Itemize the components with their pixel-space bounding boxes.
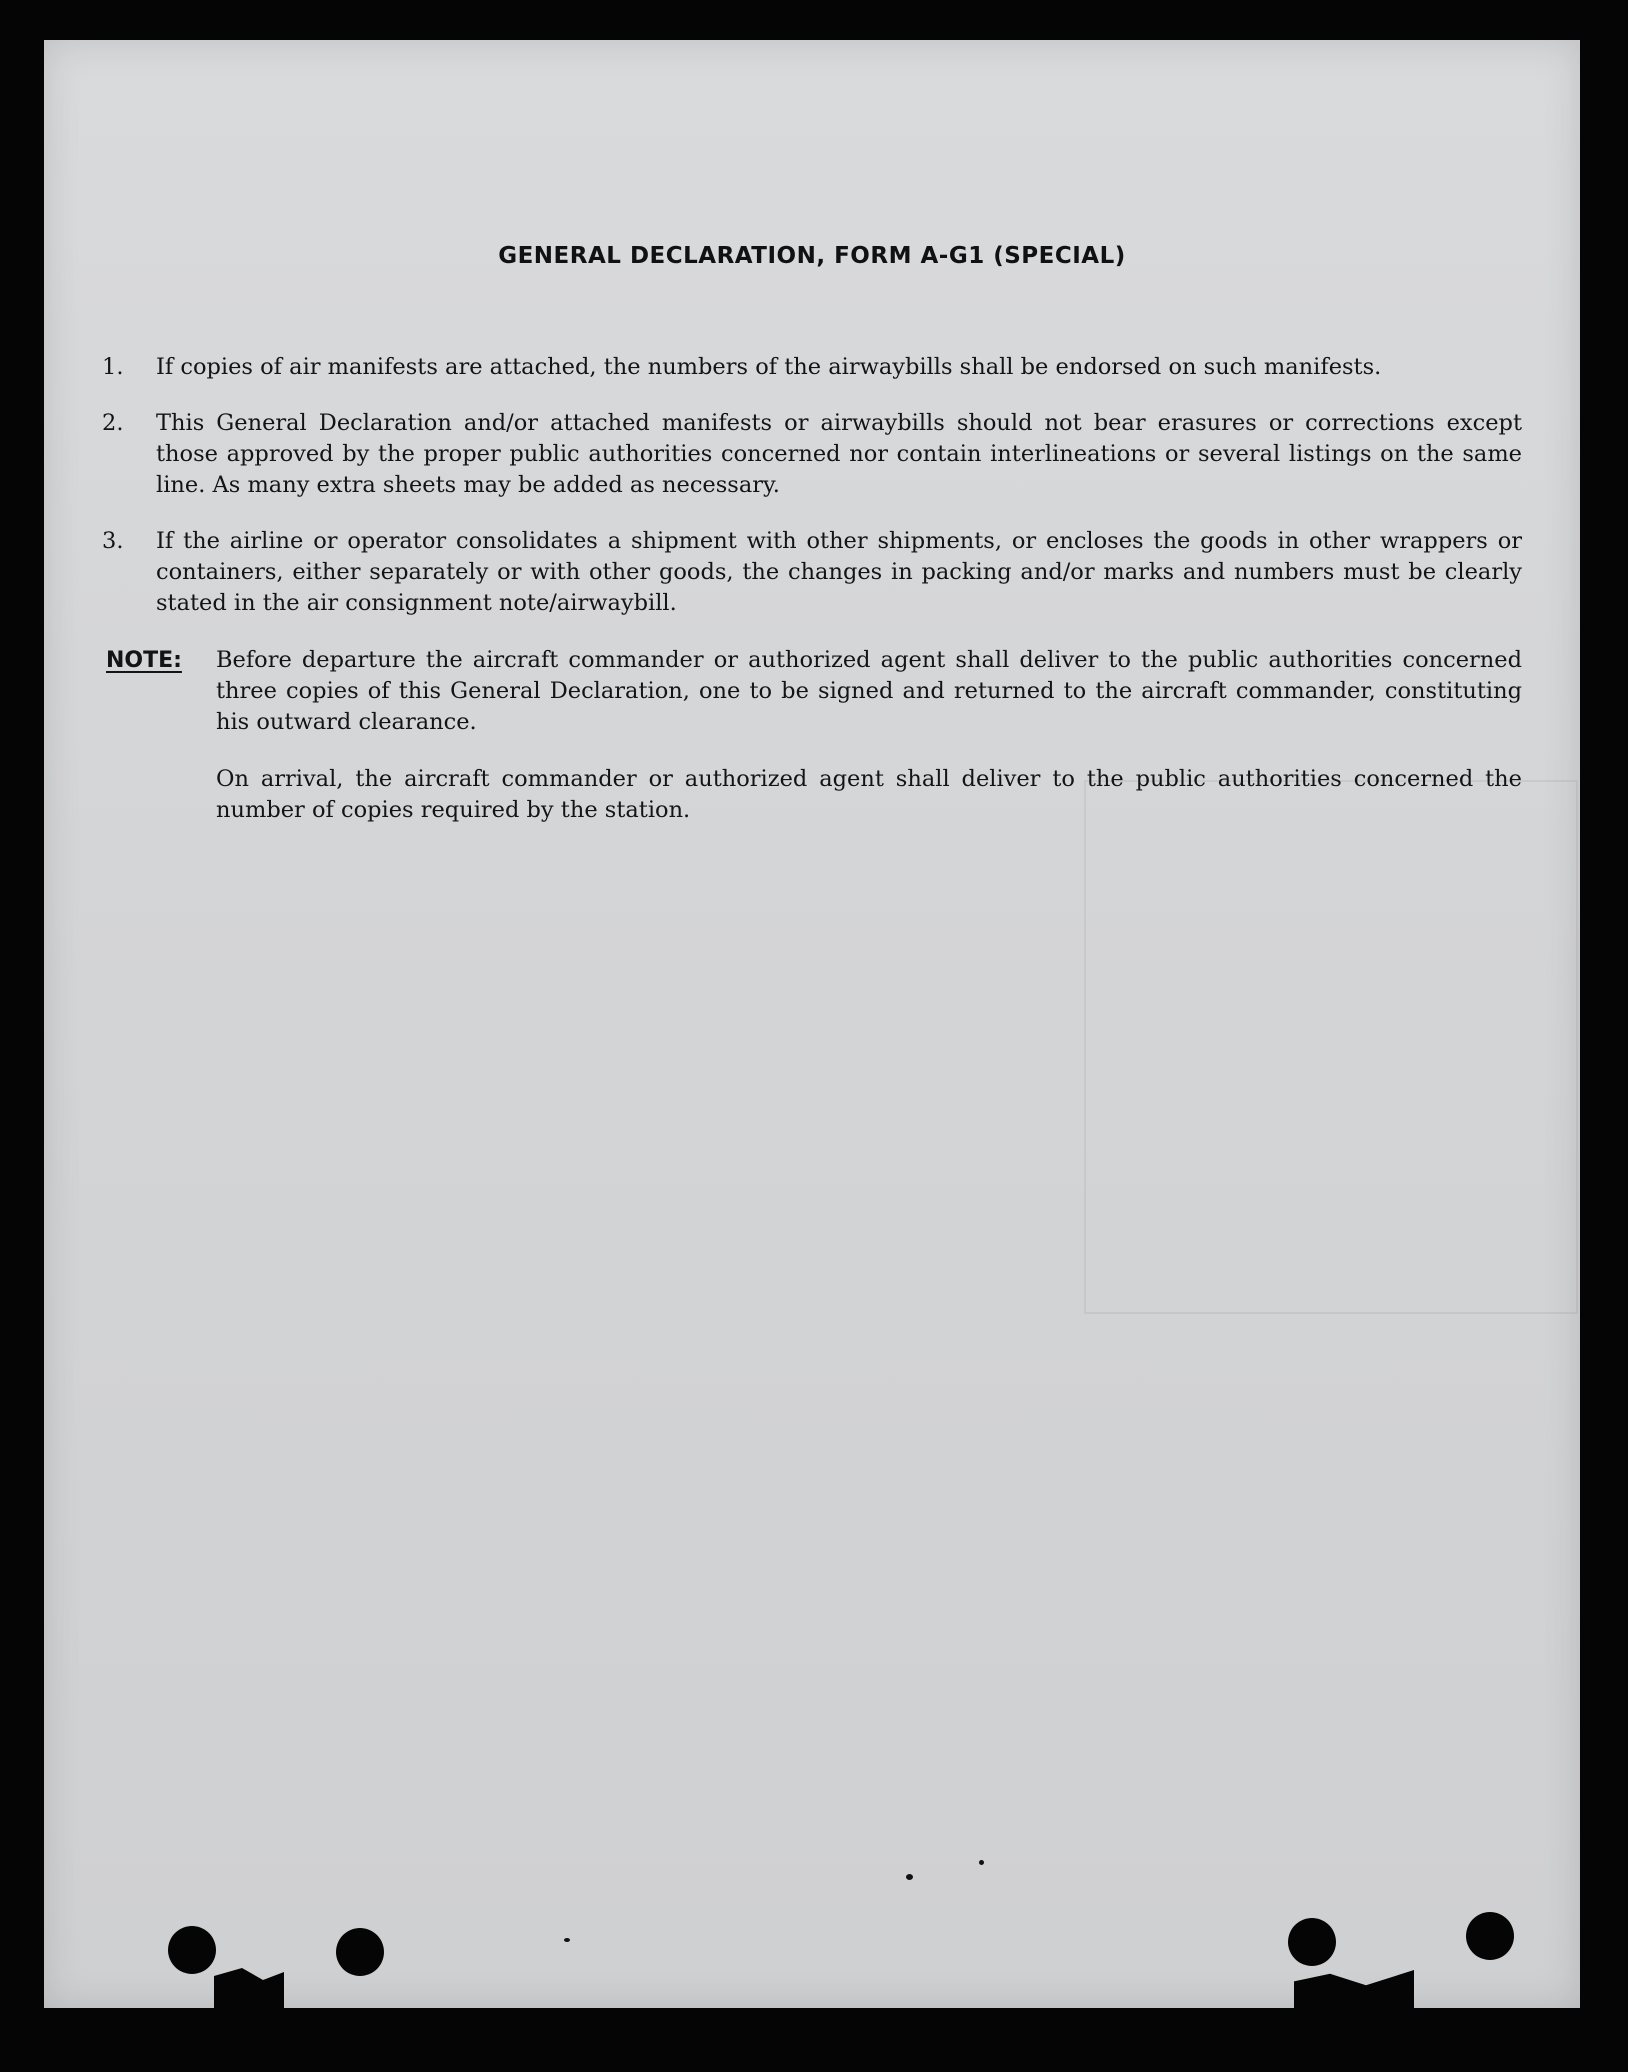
note-label: NOTE: [106,648,182,673]
punch-hole-left-2 [336,1928,384,1976]
date-stamp [603,1892,624,1928]
note-block [106,645,1522,738]
punch-hole-right-2 [1466,1912,1514,1960]
instruction-number: 2. [102,410,124,436]
instruction-text: If copies of air manifests are attached, the numbers of the airwaybills shall be endorsed on such manifests. [156,354,1382,380]
instruction-number: 1. [102,354,124,380]
instruction-text: This General Declaration and/or attached manifests or airwaybills should not bear erasures or corrections except those approved by the proper public authorities concerned nor contain interlineations or several listings on the same line. As many extra sheets may be added as necessary. [156,410,1522,498]
document-sheet [44,40,1580,2008]
speck [564,1938,570,1942]
document-title: GENERAL DECLARATION, FORM A-G1 (SPECIAL) [498,243,1126,269]
punch-hole-right-1 [1288,1918,1336,1966]
arrival-paragraph: On arrival, the aircraft commander or authorized agent shall deliver to the public authorities concerned the number of copies required by the station. [216,766,1522,823]
reverse-side-bleed-header [404,150,415,190]
instruction-item-1 [102,352,1522,383]
torn-edge-left [214,1968,284,2008]
torn-edge-right [1294,1970,1414,2008]
speck [906,1874,913,1880]
instruction-number: 3. [102,528,124,554]
reverse-side-bleed-box [1084,780,1578,1314]
instruction-item-2 [102,408,1522,501]
note-text: Before departure the aircraft commander or authorized agent shall deliver to the public authorities concerned three copies of this General Declaration, one to be signed and returned to the aircraft commander, constituting his outward clearance. [216,647,1522,735]
speck [979,1860,984,1865]
instruction-text: If the airline or operator consolidates a shipment with other shipments, or encloses the goods in other wrappers or containers, either separately or with other goods, the changes in packing and/or marks and numbers must be clearly stated in the air consignment note/airwaybill. [156,528,1522,616]
reverse-side-bleed-heading [494,1650,514,1724]
instruction-item-3 [102,526,1522,619]
punch-hole-left-1 [168,1926,216,1974]
